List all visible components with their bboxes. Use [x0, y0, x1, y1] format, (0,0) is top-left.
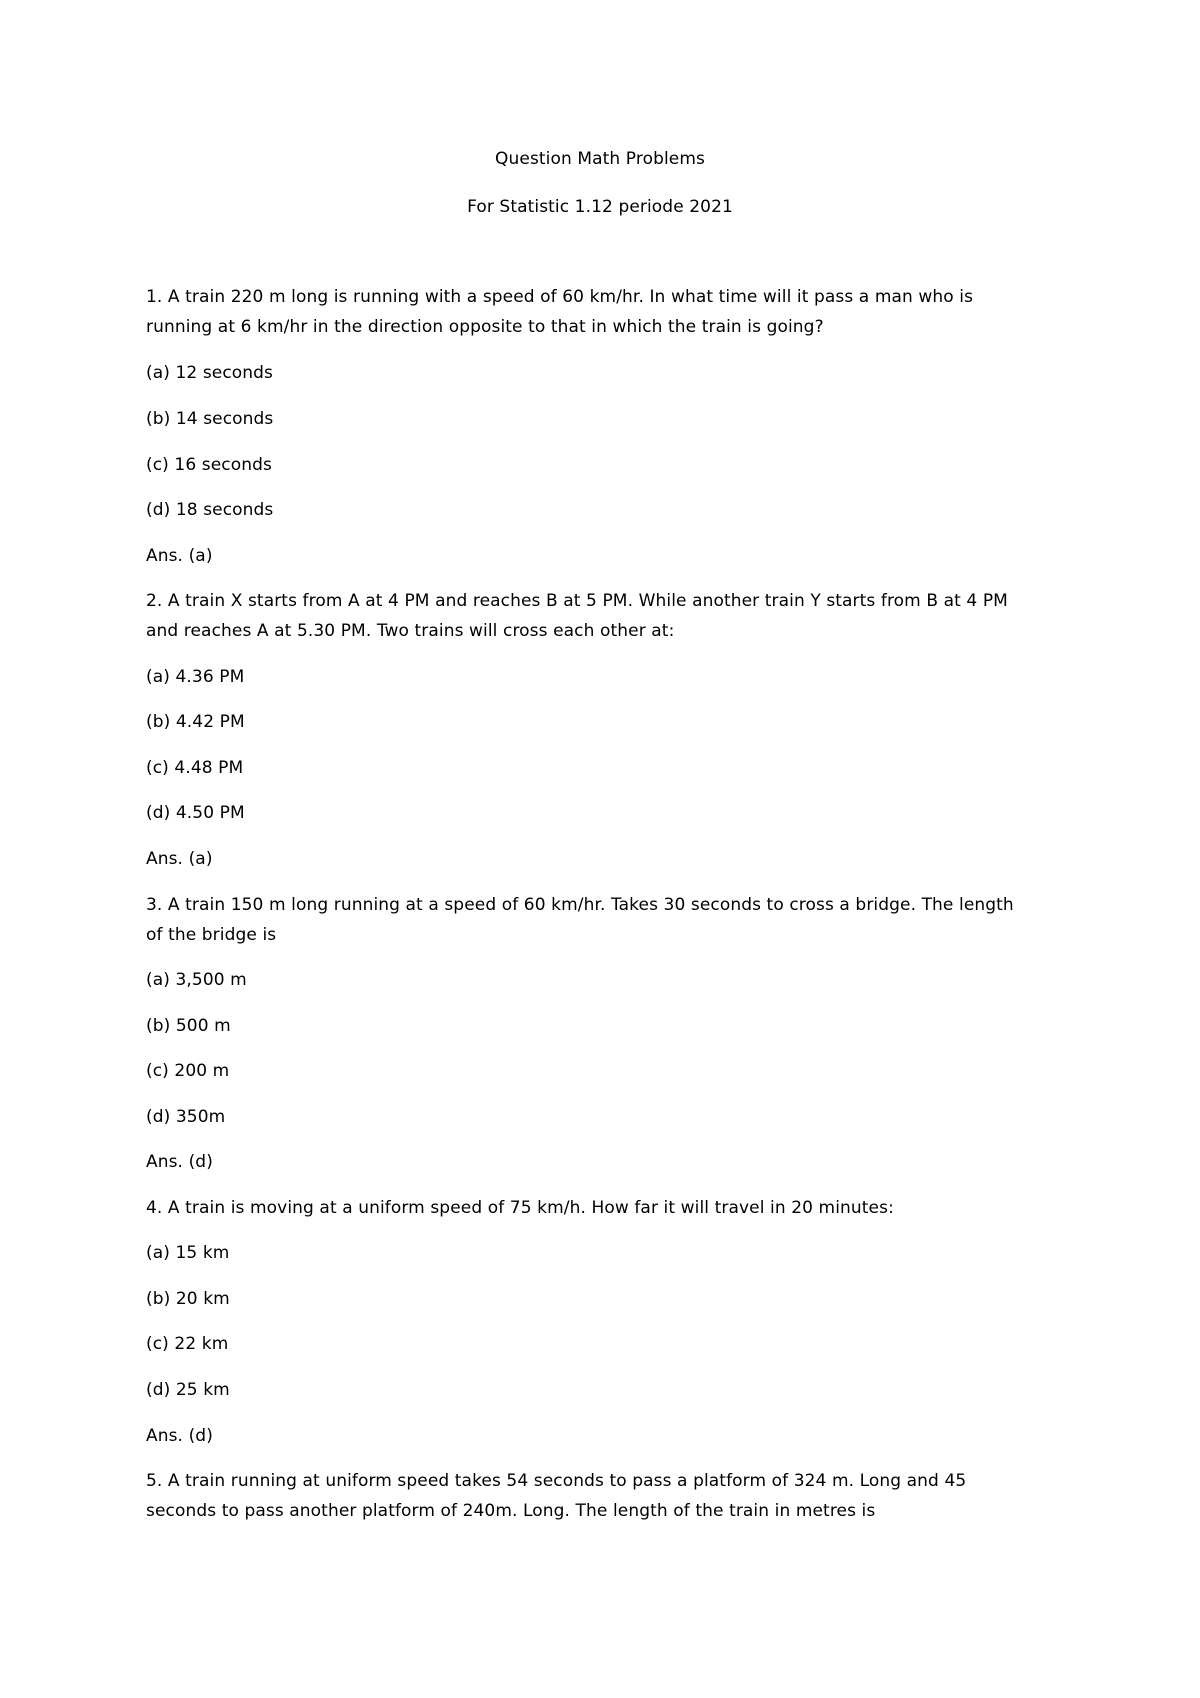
question-4-text-line-1: 4. A train is moving at a uniform speed of 75 km/h. How far it will travel in 20 minutes: — [146, 1198, 894, 1218]
question-5-text-line-1: 5. A train running at uniform speed takes 54 seconds to pass a platform of 324 m. Long and 45 — [146, 1471, 967, 1491]
question-2-text-line-1: 2. A train X starts from A at 4 PM and reaches B at 5 PM. While another train Y starts from B at 4 PM — [146, 591, 1008, 611]
question-4-option-c: (c) 22 km — [146, 1334, 229, 1354]
question-2-option-b: (b) 4.42 PM — [146, 712, 245, 732]
question-2-option-a: (a) 4.36 PM — [146, 667, 245, 687]
question-1-answer: Ans. (a) — [146, 546, 213, 566]
question-3-option-b: (b) 500 m — [146, 1016, 231, 1036]
question-1-option-a: (a) 12 seconds — [146, 363, 274, 383]
question-4-option-b: (b) 20 km — [146, 1289, 230, 1309]
question-1-option-d: (d) 18 seconds — [146, 500, 274, 520]
document-title: Question Math Problems — [495, 149, 705, 169]
question-2-answer: Ans. (a) — [146, 849, 213, 869]
question-4-answer: Ans. (d) — [146, 1426, 213, 1446]
document-subtitle: For Statistic 1.12 periode 2021 — [467, 197, 733, 217]
question-3-answer: Ans. (d) — [146, 1152, 213, 1172]
question-1-text-line-1: 1. A train 220 m long is running with a speed of 60 km/hr. In what time will it pass a man who is — [146, 287, 974, 307]
question-4-option-d: (d) 25 km — [146, 1380, 230, 1400]
question-3-text-line-2: of the bridge is — [146, 925, 277, 945]
question-1-option-c: (c) 16 seconds — [146, 455, 272, 475]
question-5-text-line-2: seconds to pass another platform of 240m. Long. The length of the train in metres is — [146, 1501, 876, 1521]
question-3-option-c: (c) 200 m — [146, 1061, 230, 1081]
question-2-option-d: (d) 4.50 PM — [146, 803, 245, 823]
question-1-text-line-2: running at 6 km/hr in the direction opposite to that in which the train is going? — [146, 317, 824, 337]
question-3-option-a: (a) 3,500 m — [146, 970, 247, 990]
question-2-option-c: (c) 4.48 PM — [146, 758, 244, 778]
question-3-option-d: (d) 350m — [146, 1107, 226, 1127]
question-2-text-line-2: and reaches A at 5.30 PM. Two trains will cross each other at: — [146, 621, 675, 641]
question-3-text-line-1: 3. A train 150 m long running at a speed of 60 km/hr. Takes 30 seconds to cross a bridge. The length — [146, 895, 1014, 915]
question-4-option-a: (a) 15 km — [146, 1243, 230, 1263]
question-1-option-b: (b) 14 seconds — [146, 409, 274, 429]
